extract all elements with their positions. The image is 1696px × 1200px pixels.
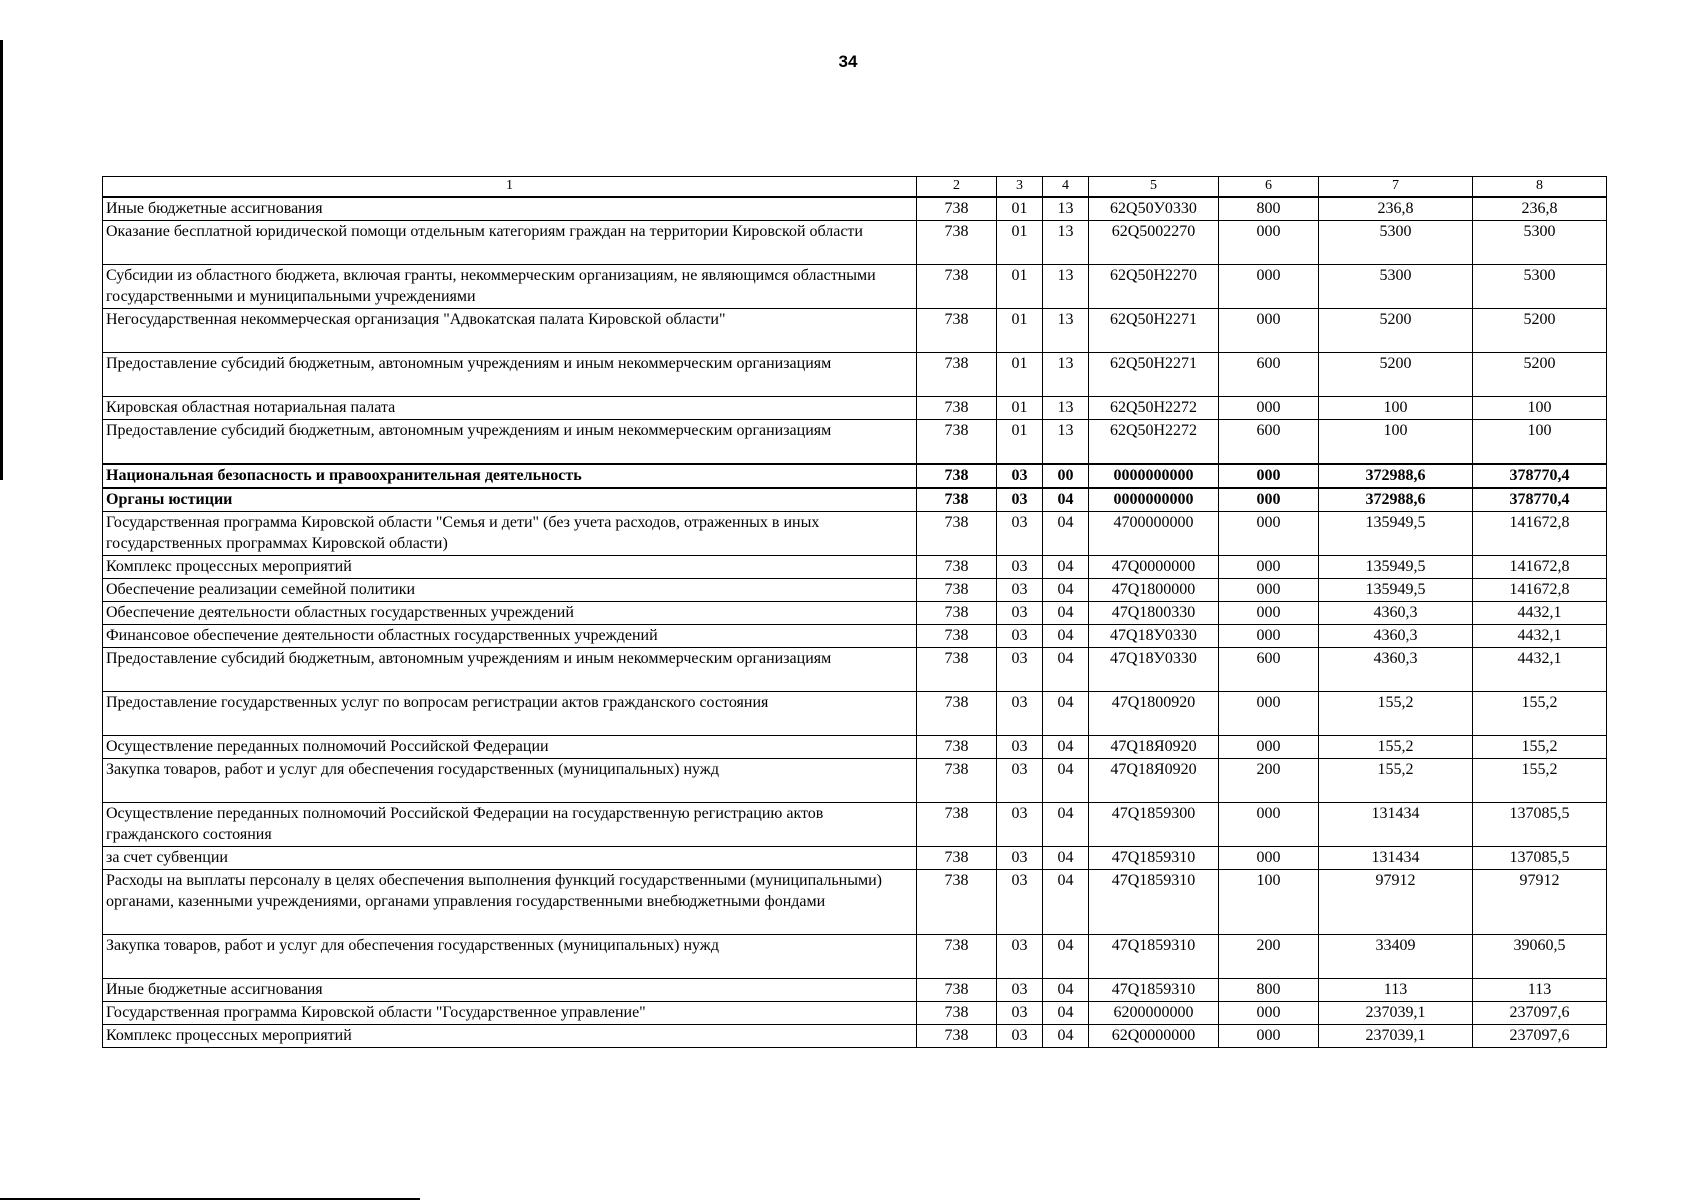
- row-name-cell: Государственная программа Кировской области "Государственное управление": [103, 1002, 917, 1025]
- row-amount-year1-cell: 237039,1: [1319, 1002, 1473, 1025]
- table-row: [103, 488, 1607, 512]
- row-admin-code-cell: 738: [917, 265, 997, 309]
- table-row: [103, 353, 1607, 397]
- row-amount-year2-cell: 237097,6: [1473, 1025, 1607, 1048]
- row-amount-year1-cell: 135949,5: [1319, 512, 1473, 556]
- table-row: [103, 265, 1607, 309]
- table-row: [103, 602, 1607, 625]
- row-subsection-cell: 04: [1043, 803, 1089, 847]
- row-section-cell: 03: [997, 692, 1043, 736]
- row-subsection-cell: 04: [1043, 1002, 1089, 1025]
- row-amount-year2-cell: 237097,6: [1473, 1002, 1607, 1025]
- row-section-cell: 01: [997, 309, 1043, 353]
- row-subsection-cell: 13: [1043, 265, 1089, 309]
- row-name-cell: Государственная программа Кировской области "Семья и дети" (без учета расходов, отраженных в иных государственных программах Кировской области): [103, 512, 917, 556]
- row-target-code-cell: 47Q1800920: [1089, 692, 1219, 736]
- row-amount-year2-cell: 5300: [1473, 221, 1607, 265]
- table-row: [103, 579, 1607, 602]
- row-amount-year1-cell: 131434: [1319, 847, 1473, 870]
- row-amount-year1-cell: 5200: [1319, 309, 1473, 353]
- table-row: [103, 979, 1607, 1002]
- row-name-cell: Иные бюджетные ассигнования: [103, 979, 917, 1002]
- row-name-cell: Комплекс процессных мероприятий: [103, 1025, 917, 1048]
- row-expense-type-cell: 000: [1219, 464, 1319, 488]
- row-section-cell: 03: [997, 488, 1043, 512]
- row-admin-code-cell: 738: [917, 736, 997, 759]
- row-name-cell: Осуществление переданных полномочий Российской Федерации на государственную регистрацию актов гражданского состояния: [103, 803, 917, 847]
- row-expense-type-cell: 000: [1219, 847, 1319, 870]
- row-expense-type-cell: 000: [1219, 692, 1319, 736]
- row-amount-year2-cell: 100: [1473, 397, 1607, 420]
- row-expense-type-cell: 600: [1219, 420, 1319, 465]
- row-name-cell: Закупка товаров, работ и услуг для обеспечения государственных (муниципальных) нужд: [103, 935, 917, 979]
- row-subsection-cell: 04: [1043, 512, 1089, 556]
- row-amount-year1-cell: 135949,5: [1319, 556, 1473, 579]
- row-target-code-cell: 62Q50У0330: [1089, 197, 1219, 221]
- row-subsection-cell: 04: [1043, 556, 1089, 579]
- row-expense-type-cell: 800: [1219, 197, 1319, 221]
- table-row: [103, 625, 1607, 648]
- table-row: [103, 1002, 1607, 1025]
- row-section-cell: 03: [997, 803, 1043, 847]
- row-subsection-cell: 04: [1043, 488, 1089, 512]
- row-amount-year1-cell: 97912: [1319, 870, 1473, 935]
- row-section-cell: 01: [997, 420, 1043, 465]
- row-subsection-cell: 13: [1043, 420, 1089, 465]
- row-target-code-cell: 0000000000: [1089, 464, 1219, 488]
- row-expense-type-cell: 000: [1219, 1002, 1319, 1025]
- row-section-cell: 03: [997, 870, 1043, 935]
- row-expense-type-cell: 600: [1219, 353, 1319, 397]
- row-admin-code-cell: 738: [917, 759, 997, 803]
- row-target-code-cell: 47Q1800000: [1089, 579, 1219, 602]
- row-subsection-cell: 13: [1043, 309, 1089, 353]
- table-row: [103, 648, 1607, 692]
- row-amount-year1-cell: 372988,6: [1319, 464, 1473, 488]
- row-amount-year2-cell: 4432,1: [1473, 625, 1607, 648]
- row-amount-year1-cell: 4360,3: [1319, 602, 1473, 625]
- row-section-cell: 01: [997, 197, 1043, 221]
- row-subsection-cell: 04: [1043, 979, 1089, 1002]
- table-row: [103, 309, 1607, 353]
- row-section-cell: 03: [997, 648, 1043, 692]
- row-subsection-cell: 04: [1043, 692, 1089, 736]
- row-amount-year1-cell: 155,2: [1319, 736, 1473, 759]
- page-number: 34: [838, 52, 858, 71]
- header-col-5: 5: [1089, 177, 1219, 198]
- row-section-cell: 03: [997, 847, 1043, 870]
- row-subsection-cell: 04: [1043, 870, 1089, 935]
- row-section-cell: 03: [997, 579, 1043, 602]
- row-subsection-cell: 04: [1043, 602, 1089, 625]
- row-expense-type-cell: 000: [1219, 736, 1319, 759]
- row-target-code-cell: 47Q18Я0920: [1089, 759, 1219, 803]
- row-expense-type-cell: 800: [1219, 979, 1319, 1002]
- row-amount-year1-cell: 4360,3: [1319, 648, 1473, 692]
- row-target-code-cell: 47Q18У0330: [1089, 625, 1219, 648]
- row-target-code-cell: 47Q18Я0920: [1089, 736, 1219, 759]
- table-row: [103, 464, 1607, 488]
- row-target-code-cell: 47Q1859310: [1089, 979, 1219, 1002]
- row-section-cell: 03: [997, 1002, 1043, 1025]
- row-target-code-cell: 4700000000: [1089, 512, 1219, 556]
- row-expense-type-cell: 000: [1219, 556, 1319, 579]
- row-amount-year2-cell: 155,2: [1473, 692, 1607, 736]
- row-admin-code-cell: 738: [917, 935, 997, 979]
- row-name-cell: Оказание бесплатной юридической помощи отдельным категориям граждан на территории Кировской области: [103, 221, 917, 265]
- row-subsection-cell: 04: [1043, 625, 1089, 648]
- row-name-cell: Финансовое обеспечение деятельности областных государственных учреждений: [103, 625, 917, 648]
- row-section-cell: 03: [997, 556, 1043, 579]
- row-amount-year1-cell: 4360,3: [1319, 625, 1473, 648]
- row-name-cell: Национальная безопасность и правоохранительная деятельность: [103, 464, 917, 488]
- row-name-cell: Предоставление субсидий бюджетным, автономным учреждениям и иным некоммерческим организациям: [103, 648, 917, 692]
- table-row: [103, 692, 1607, 736]
- row-amount-year2-cell: 4432,1: [1473, 648, 1607, 692]
- row-name-cell: Субсидии из областного бюджета, включая гранты, некоммерческим организациям, не являющимся областными государственными и муниципальными учреждениями: [103, 265, 917, 309]
- row-admin-code-cell: 738: [917, 420, 997, 465]
- row-target-code-cell: 62Q50Н2271: [1089, 353, 1219, 397]
- row-expense-type-cell: 000: [1219, 512, 1319, 556]
- row-section-cell: 03: [997, 935, 1043, 979]
- row-amount-year2-cell: 155,2: [1473, 736, 1607, 759]
- row-admin-code-cell: 738: [917, 870, 997, 935]
- row-admin-code-cell: 738: [917, 692, 997, 736]
- table-row: [103, 1025, 1607, 1048]
- row-section-cell: 01: [997, 221, 1043, 265]
- row-expense-type-cell: 100: [1219, 870, 1319, 935]
- row-target-code-cell: 47Q1800330: [1089, 602, 1219, 625]
- row-name-cell: Иные бюджетные ассигнования: [103, 197, 917, 221]
- table-row: [103, 556, 1607, 579]
- row-amount-year1-cell: 100: [1319, 420, 1473, 465]
- row-admin-code-cell: 738: [917, 579, 997, 602]
- row-amount-year1-cell: 135949,5: [1319, 579, 1473, 602]
- row-section-cell: 03: [997, 736, 1043, 759]
- row-expense-type-cell: 000: [1219, 1025, 1319, 1048]
- row-target-code-cell: 6200000000: [1089, 1002, 1219, 1025]
- row-target-code-cell: 47Q18У0330: [1089, 648, 1219, 692]
- row-amount-year1-cell: 237039,1: [1319, 1025, 1473, 1048]
- row-amount-year2-cell: 141672,8: [1473, 579, 1607, 602]
- row-admin-code-cell: 738: [917, 648, 997, 692]
- row-section-cell: 03: [997, 464, 1043, 488]
- row-amount-year1-cell: 113: [1319, 979, 1473, 1002]
- row-admin-code-cell: 738: [917, 397, 997, 420]
- row-expense-type-cell: 000: [1219, 579, 1319, 602]
- row-section-cell: 03: [997, 1025, 1043, 1048]
- row-amount-year1-cell: 236,8: [1319, 197, 1473, 221]
- row-target-code-cell: 47Q1859310: [1089, 847, 1219, 870]
- table-row: [103, 847, 1607, 870]
- row-subsection-cell: 04: [1043, 759, 1089, 803]
- header-col-8: 8: [1473, 177, 1607, 198]
- row-name-cell: Осуществление переданных полномочий Российской Федерации: [103, 736, 917, 759]
- row-expense-type-cell: 200: [1219, 935, 1319, 979]
- row-amount-year1-cell: 5300: [1319, 221, 1473, 265]
- header-col-4: 4: [1043, 177, 1089, 198]
- row-target-code-cell: 62Q50Н2270: [1089, 265, 1219, 309]
- header-col-2: 2: [917, 177, 997, 198]
- row-target-code-cell: 62Q5002270: [1089, 221, 1219, 265]
- header-col-3: 3: [997, 177, 1043, 198]
- row-target-code-cell: 47Q0000000: [1089, 556, 1219, 579]
- row-amount-year2-cell: 5200: [1473, 309, 1607, 353]
- row-subsection-cell: 00: [1043, 464, 1089, 488]
- row-amount-year2-cell: 378770,4: [1473, 464, 1607, 488]
- row-admin-code-cell: 738: [917, 1025, 997, 1048]
- row-target-code-cell: 47Q1859310: [1089, 935, 1219, 979]
- header-col-7: 7: [1319, 177, 1473, 198]
- row-name-cell: Органы юстиции: [103, 488, 917, 512]
- row-admin-code-cell: 738: [917, 1002, 997, 1025]
- row-admin-code-cell: 738: [917, 979, 997, 1002]
- row-expense-type-cell: 200: [1219, 759, 1319, 803]
- row-expense-type-cell: 600: [1219, 648, 1319, 692]
- row-amount-year1-cell: 5300: [1319, 265, 1473, 309]
- row-name-cell: Закупка товаров, работ и услуг для обеспечения государственных (муниципальных) нужд: [103, 759, 917, 803]
- table-row: [103, 935, 1607, 979]
- table-row: [103, 197, 1607, 221]
- row-amount-year1-cell: 5200: [1319, 353, 1473, 397]
- row-section-cell: 03: [997, 512, 1043, 556]
- row-amount-year2-cell: 141672,8: [1473, 512, 1607, 556]
- row-target-code-cell: 62Q50Н2271: [1089, 309, 1219, 353]
- row-expense-type-cell: 000: [1219, 397, 1319, 420]
- row-admin-code-cell: 738: [917, 847, 997, 870]
- row-amount-year2-cell: 155,2: [1473, 759, 1607, 803]
- row-subsection-cell: 04: [1043, 935, 1089, 979]
- row-amount-year2-cell: 39060,5: [1473, 935, 1607, 979]
- row-section-cell: 03: [997, 759, 1043, 803]
- row-amount-year2-cell: 5200: [1473, 353, 1607, 397]
- row-expense-type-cell: 000: [1219, 625, 1319, 648]
- row-name-cell: Обеспечение реализации семейной политики: [103, 579, 917, 602]
- row-amount-year1-cell: 100: [1319, 397, 1473, 420]
- row-amount-year1-cell: 33409: [1319, 935, 1473, 979]
- row-expense-type-cell: 000: [1219, 602, 1319, 625]
- row-expense-type-cell: 000: [1219, 221, 1319, 265]
- row-admin-code-cell: 738: [917, 488, 997, 512]
- row-amount-year2-cell: 100: [1473, 420, 1607, 465]
- row-section-cell: 01: [997, 353, 1043, 397]
- row-admin-code-cell: 738: [917, 309, 997, 353]
- row-amount-year2-cell: 137085,5: [1473, 803, 1607, 847]
- row-target-code-cell: 0000000000: [1089, 488, 1219, 512]
- row-admin-code-cell: 738: [917, 556, 997, 579]
- table-row: [103, 736, 1607, 759]
- row-admin-code-cell: 738: [917, 803, 997, 847]
- row-admin-code-cell: 738: [917, 602, 997, 625]
- row-section-cell: 03: [997, 979, 1043, 1002]
- row-amount-year2-cell: 378770,4: [1473, 488, 1607, 512]
- table-row: [103, 420, 1607, 465]
- row-name-cell: Предоставление субсидий бюджетным, автономным учреждениям и иным некоммерческим организациям: [103, 420, 917, 465]
- row-target-code-cell: 62Q0000000: [1089, 1025, 1219, 1048]
- table-row: [103, 221, 1607, 265]
- budget-table: [102, 176, 1607, 1048]
- row-amount-year1-cell: 372988,6: [1319, 488, 1473, 512]
- row-name-cell: Расходы на выплаты персоналу в целях обеспечения выполнения функций государственными (муниципальными) органами, казенными учреждениями, органами управления государственными внебюджетными фондами: [103, 870, 917, 935]
- row-subsection-cell: 04: [1043, 1025, 1089, 1048]
- row-name-cell: Комплекс процессных мероприятий: [103, 556, 917, 579]
- table-row: [103, 759, 1607, 803]
- row-amount-year2-cell: 236,8: [1473, 197, 1607, 221]
- row-name-cell: Кировская областная нотариальная палата: [103, 397, 917, 420]
- row-name-cell: Предоставление государственных услуг по вопросам регистрации актов гражданского состояния: [103, 692, 917, 736]
- table-row: [103, 803, 1607, 847]
- row-amount-year1-cell: 155,2: [1319, 759, 1473, 803]
- row-target-code-cell: 62Q50Н2272: [1089, 397, 1219, 420]
- row-amount-year1-cell: 131434: [1319, 803, 1473, 847]
- row-name-cell: Предоставление субсидий бюджетным, автономным учреждениям и иным некоммерческим организациям: [103, 353, 917, 397]
- row-admin-code-cell: 738: [917, 625, 997, 648]
- row-amount-year2-cell: 137085,5: [1473, 847, 1607, 870]
- row-section-cell: 03: [997, 625, 1043, 648]
- row-admin-code-cell: 738: [917, 221, 997, 265]
- row-subsection-cell: 04: [1043, 847, 1089, 870]
- row-subsection-cell: 13: [1043, 397, 1089, 420]
- row-subsection-cell: 13: [1043, 197, 1089, 221]
- row-amount-year2-cell: 97912: [1473, 870, 1607, 935]
- table-row: [103, 397, 1607, 420]
- row-subsection-cell: 13: [1043, 221, 1089, 265]
- row-subsection-cell: 04: [1043, 736, 1089, 759]
- row-subsection-cell: 13: [1043, 353, 1089, 397]
- row-expense-type-cell: 000: [1219, 488, 1319, 512]
- row-expense-type-cell: 000: [1219, 265, 1319, 309]
- table-header-row: [103, 177, 1607, 198]
- row-amount-year1-cell: 155,2: [1319, 692, 1473, 736]
- row-target-code-cell: 62Q50Н2272: [1089, 420, 1219, 465]
- row-section-cell: 01: [997, 265, 1043, 309]
- table-body: [103, 177, 1607, 1048]
- row-target-code-cell: 47Q1859310: [1089, 870, 1219, 935]
- row-subsection-cell: 04: [1043, 648, 1089, 692]
- header-col-1: 1: [103, 177, 917, 198]
- row-admin-code-cell: 738: [917, 353, 997, 397]
- row-amount-year2-cell: 5300: [1473, 265, 1607, 309]
- scan-edge-left: [0, 40, 3, 480]
- row-subsection-cell: 04: [1043, 579, 1089, 602]
- row-admin-code-cell: 738: [917, 512, 997, 556]
- row-name-cell: за счет субвенции: [103, 847, 917, 870]
- row-amount-year2-cell: 4432,1: [1473, 602, 1607, 625]
- row-admin-code-cell: 738: [917, 464, 997, 488]
- row-admin-code-cell: 738: [917, 197, 997, 221]
- table-row: [103, 870, 1607, 935]
- row-amount-year2-cell: 113: [1473, 979, 1607, 1002]
- row-section-cell: 01: [997, 397, 1043, 420]
- row-expense-type-cell: 000: [1219, 309, 1319, 353]
- row-name-cell: Обеспечение деятельности областных государственных учреждений: [103, 602, 917, 625]
- row-target-code-cell: 47Q1859300: [1089, 803, 1219, 847]
- table-row: [103, 512, 1607, 556]
- header-col-6: 6: [1219, 177, 1319, 198]
- row-expense-type-cell: 000: [1219, 803, 1319, 847]
- row-section-cell: 03: [997, 602, 1043, 625]
- row-amount-year2-cell: 141672,8: [1473, 556, 1607, 579]
- row-name-cell: Негосударственная некоммерческая организация "Адвокатская палата Кировской области": [103, 309, 917, 353]
